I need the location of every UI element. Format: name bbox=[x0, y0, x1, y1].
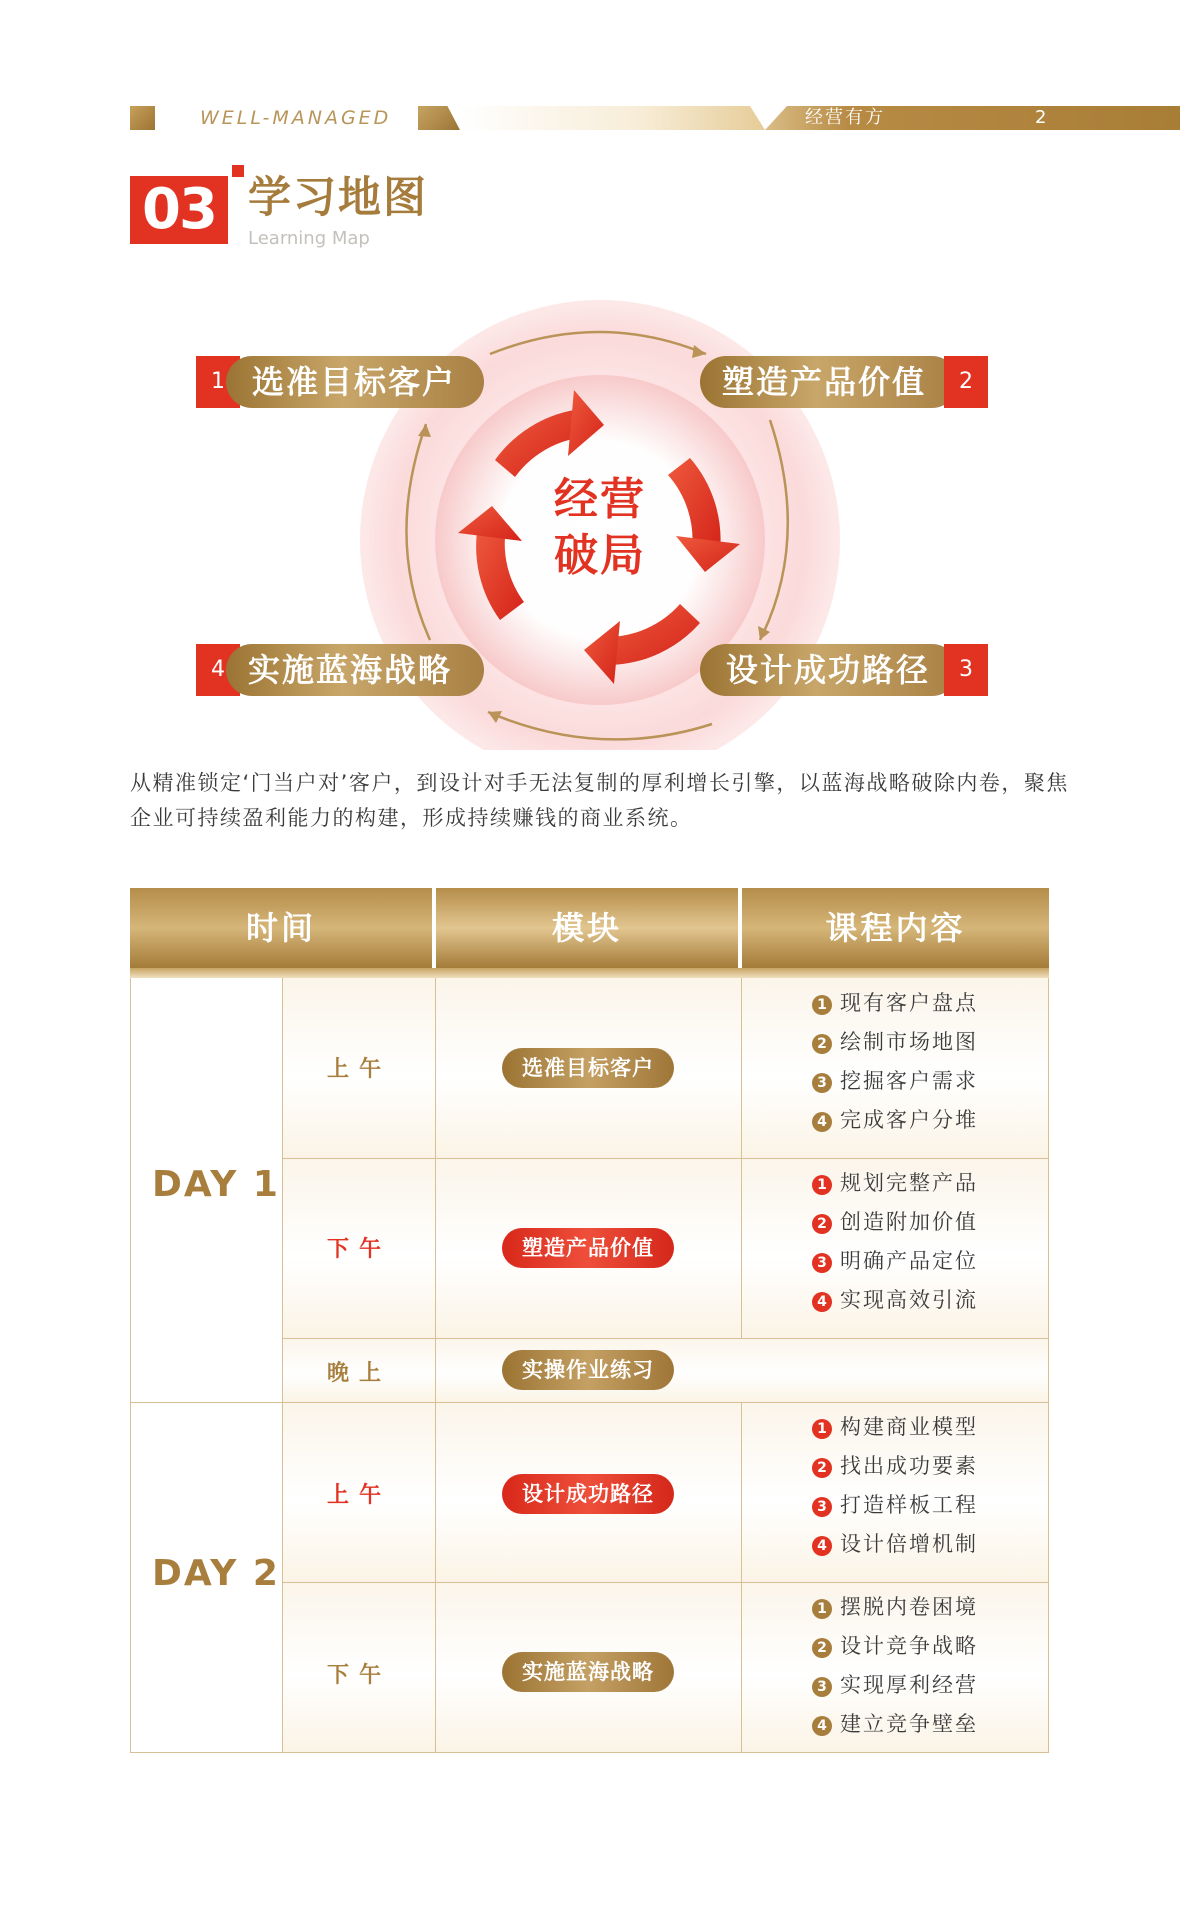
course-item: 4 建立竞争壁垒 bbox=[812, 1705, 978, 1744]
cycle-center-line2: 破局 bbox=[554, 530, 646, 581]
step-pill-design-path bbox=[700, 644, 958, 696]
step-pill-select-customers bbox=[226, 356, 484, 408]
period-label: 上午 bbox=[326, 1483, 391, 1508]
page-number: 2 bbox=[1035, 107, 1047, 128]
number-badge: 2 bbox=[812, 1034, 832, 1054]
header-gold-stripe bbox=[418, 106, 460, 130]
number-badge: 4 bbox=[812, 1292, 832, 1312]
step-pill-shape-value bbox=[700, 356, 958, 408]
header-gold-square bbox=[130, 106, 155, 130]
course-list bbox=[812, 984, 978, 1140]
course-item: 4 实现高效引流 bbox=[812, 1281, 978, 1320]
cycle-center-title bbox=[538, 472, 662, 584]
step-label: 选准目标客户 bbox=[252, 363, 457, 401]
number-badge: 4 bbox=[812, 1536, 832, 1556]
course-item: 3 明确产品定位 bbox=[812, 1242, 978, 1281]
number-badge: 1 bbox=[812, 1175, 832, 1195]
module-pill: 设计成功路径 bbox=[502, 1474, 674, 1514]
step-number-badge: 4 bbox=[196, 644, 240, 696]
grid-line bbox=[130, 1402, 1049, 1403]
number-badge: 2 bbox=[812, 1214, 832, 1234]
intro-paragraph: 从精准锁定‘门当户对’客户，到设计对手无法复制的厚利增长引擎，以蓝海战略破除内卷，聚焦企业可持续盈利能力的构建，形成持续赚钱的商业系统。 bbox=[130, 771, 1069, 830]
course-item: 1 现有客户盘点 bbox=[812, 984, 978, 1023]
day-label: DAY 2 bbox=[152, 1553, 280, 1594]
course-item: 4 完成客户分堆 bbox=[812, 1101, 978, 1140]
number-badge: 4 bbox=[812, 1716, 832, 1736]
course-item: 1 摆脱内卷困境 bbox=[812, 1588, 978, 1627]
section-title: 学习地图 bbox=[248, 173, 428, 223]
course-list bbox=[812, 1588, 978, 1744]
grid-line bbox=[435, 978, 436, 1753]
number-badge: 3 bbox=[812, 1497, 832, 1517]
header-underline bbox=[130, 968, 1049, 978]
module-pill: 选准目标客户 bbox=[502, 1048, 674, 1088]
number-badge: 1 bbox=[812, 1599, 832, 1619]
period-label: 晚上 bbox=[326, 1361, 391, 1386]
grid-line bbox=[282, 1338, 1049, 1339]
course-item: 1 构建商业模型 bbox=[812, 1408, 978, 1447]
period-label: 下午 bbox=[326, 1237, 391, 1262]
col-header-time: 时间 bbox=[130, 888, 432, 968]
course-item: 2 创造附加价值 bbox=[812, 1203, 978, 1242]
step-label: 塑造产品价值 bbox=[722, 363, 927, 401]
step-label: 设计成功路径 bbox=[726, 651, 931, 689]
course-item: 2 绘制市场地图 bbox=[812, 1023, 978, 1062]
module-pill: 塑造产品价值 bbox=[502, 1228, 674, 1268]
section-subtitle: Learning Map bbox=[248, 228, 370, 249]
number-badge: 4 bbox=[812, 1112, 832, 1132]
grid-line bbox=[282, 1582, 1049, 1583]
step-pill-blue-ocean bbox=[226, 644, 484, 696]
col-header-module: 模块 bbox=[436, 888, 738, 968]
col-header-content: 课程内容 bbox=[742, 888, 1049, 968]
step-number-badge: 3 bbox=[944, 644, 988, 696]
number-badge: 2 bbox=[812, 1638, 832, 1658]
course-item: 2 设计竞争战略 bbox=[812, 1627, 978, 1666]
course-item: 3 实现厚利经营 bbox=[812, 1666, 978, 1705]
grid-line bbox=[282, 1158, 1049, 1159]
step-number-badge: 2 bbox=[944, 356, 988, 408]
number-badge: 2 bbox=[812, 1458, 832, 1478]
number-badge: 3 bbox=[812, 1073, 832, 1093]
header-cn-label: 经营有方 bbox=[805, 107, 885, 128]
course-item: 3 挖掘客户需求 bbox=[812, 1062, 978, 1101]
period-label: 上午 bbox=[326, 1057, 391, 1082]
number-badge: 1 bbox=[812, 1419, 832, 1439]
day-label: DAY 1 bbox=[152, 1164, 280, 1205]
course-item: 2 找出成功要素 bbox=[812, 1447, 978, 1486]
period-label: 下午 bbox=[326, 1663, 391, 1688]
step-number-badge: 1 bbox=[196, 356, 240, 408]
number-badge: 3 bbox=[812, 1253, 832, 1273]
section-corner-mark bbox=[232, 165, 244, 177]
course-list bbox=[812, 1164, 978, 1320]
cycle-center-line1: 经营 bbox=[554, 474, 646, 525]
header-en-label: WELL-MANAGED bbox=[200, 107, 392, 129]
grid-line bbox=[130, 978, 131, 1753]
course-item: 4 设计倍增机制 bbox=[812, 1525, 978, 1564]
course-list bbox=[812, 1408, 978, 1564]
schedule-table bbox=[130, 888, 1049, 1753]
header-gradient-band bbox=[460, 106, 770, 130]
section-number: 03 bbox=[142, 177, 216, 242]
course-item: 3 打造样板工程 bbox=[812, 1486, 978, 1525]
number-badge: 1 bbox=[812, 995, 832, 1015]
number-badge: 3 bbox=[812, 1677, 832, 1697]
grid-line bbox=[1048, 978, 1049, 1753]
grid-line bbox=[741, 1402, 742, 1753]
module-pill: 实操作业练习 bbox=[502, 1350, 674, 1390]
grid-line bbox=[130, 1752, 1049, 1753]
module-pill: 实施蓝海战略 bbox=[502, 1652, 674, 1692]
course-item: 1 规划完整产品 bbox=[812, 1164, 978, 1203]
step-label: 实施蓝海战略 bbox=[248, 651, 453, 689]
